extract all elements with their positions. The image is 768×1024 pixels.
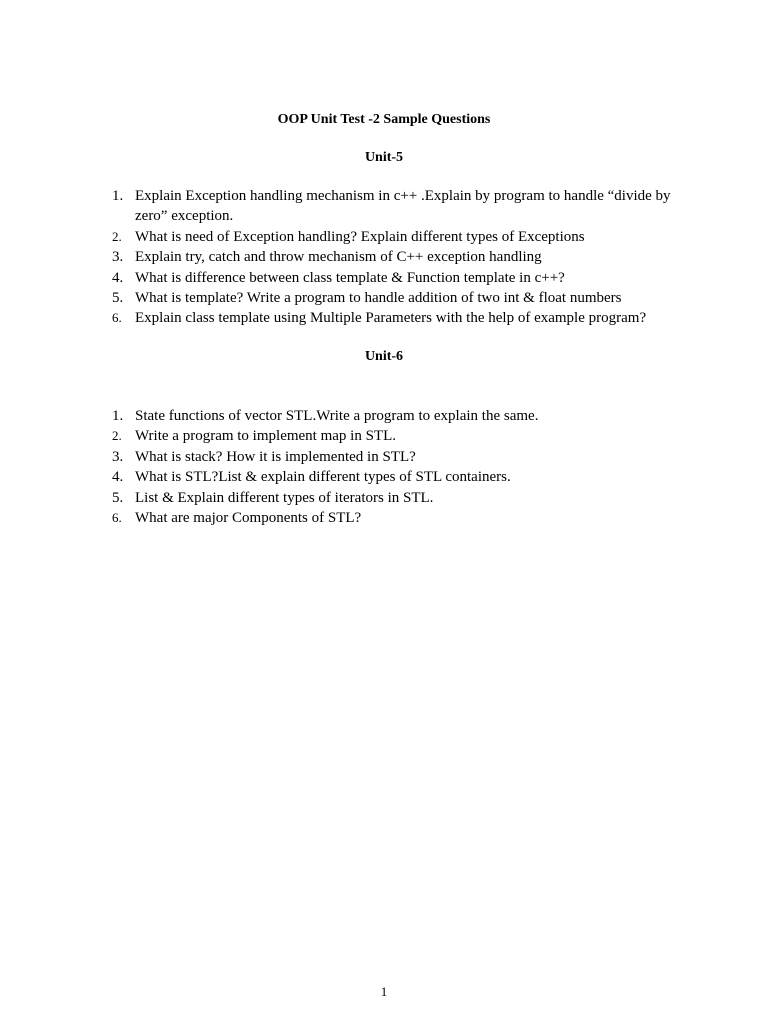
question-text: State functions of vector STL.Write a program to explain the same. <box>135 408 539 424</box>
question-text: What is template? Write a program to handle addition of two int & float numbers <box>135 290 622 307</box>
question-number: 6. <box>112 310 122 326</box>
question-item <box>108 508 688 528</box>
question-item <box>108 447 688 467</box>
unit-5-question-list <box>108 186 688 329</box>
unit-5-heading: Unit-5 <box>364 150 404 165</box>
question-text: Explain try, catch and throw mechanism of C++ exception handling <box>135 249 542 266</box>
unit-6-question-list <box>108 406 688 528</box>
question-number: 2. <box>112 228 122 244</box>
question-number: 3. <box>112 448 124 465</box>
unit-6-heading: Unit-6 <box>364 349 404 364</box>
question-text: What is STL?List & explain different types of STL containers. <box>135 469 511 486</box>
question-text: What is stack? How it is implemented in STL? <box>135 448 416 465</box>
question-number: 4. <box>112 469 124 486</box>
question-item <box>108 227 688 247</box>
question-number: 1. <box>112 188 124 204</box>
question-item <box>108 488 688 508</box>
question-number: 2. <box>112 428 122 444</box>
question-number: 4. <box>112 269 124 286</box>
question-text: What are major Components of STL? <box>135 510 362 527</box>
question-item <box>108 247 688 267</box>
question-number: 5. <box>112 489 124 506</box>
question-text: List & Explain different types of iterators in STL. <box>135 489 434 506</box>
question-number: 6. <box>112 510 122 526</box>
document-title: OOP Unit Test -2 Sample Questions <box>277 112 491 127</box>
question-item <box>108 268 688 288</box>
question-text: What is difference between class template & Function template in c++? <box>135 269 565 286</box>
question-item <box>108 467 688 487</box>
question-text: Explain Exception handling mechanism in c++ .Explain by program to handle “divide by zero” exception. <box>135 188 671 225</box>
question-item <box>108 406 688 426</box>
page-number: 1 <box>380 984 388 999</box>
question-number: 1. <box>112 408 124 424</box>
question-item <box>108 426 688 446</box>
question-item <box>108 288 688 308</box>
question-text: Explain class template using Multiple Parameters with the help of example program? <box>135 310 647 327</box>
question-item <box>108 308 688 328</box>
question-number: 3. <box>112 249 124 266</box>
question-number: 5. <box>112 290 124 307</box>
question-item <box>108 186 688 227</box>
question-text: What is need of Exception handling? Explain different types of Exceptions <box>135 228 585 245</box>
question-text: Write a program to implement map in STL. <box>135 428 396 445</box>
